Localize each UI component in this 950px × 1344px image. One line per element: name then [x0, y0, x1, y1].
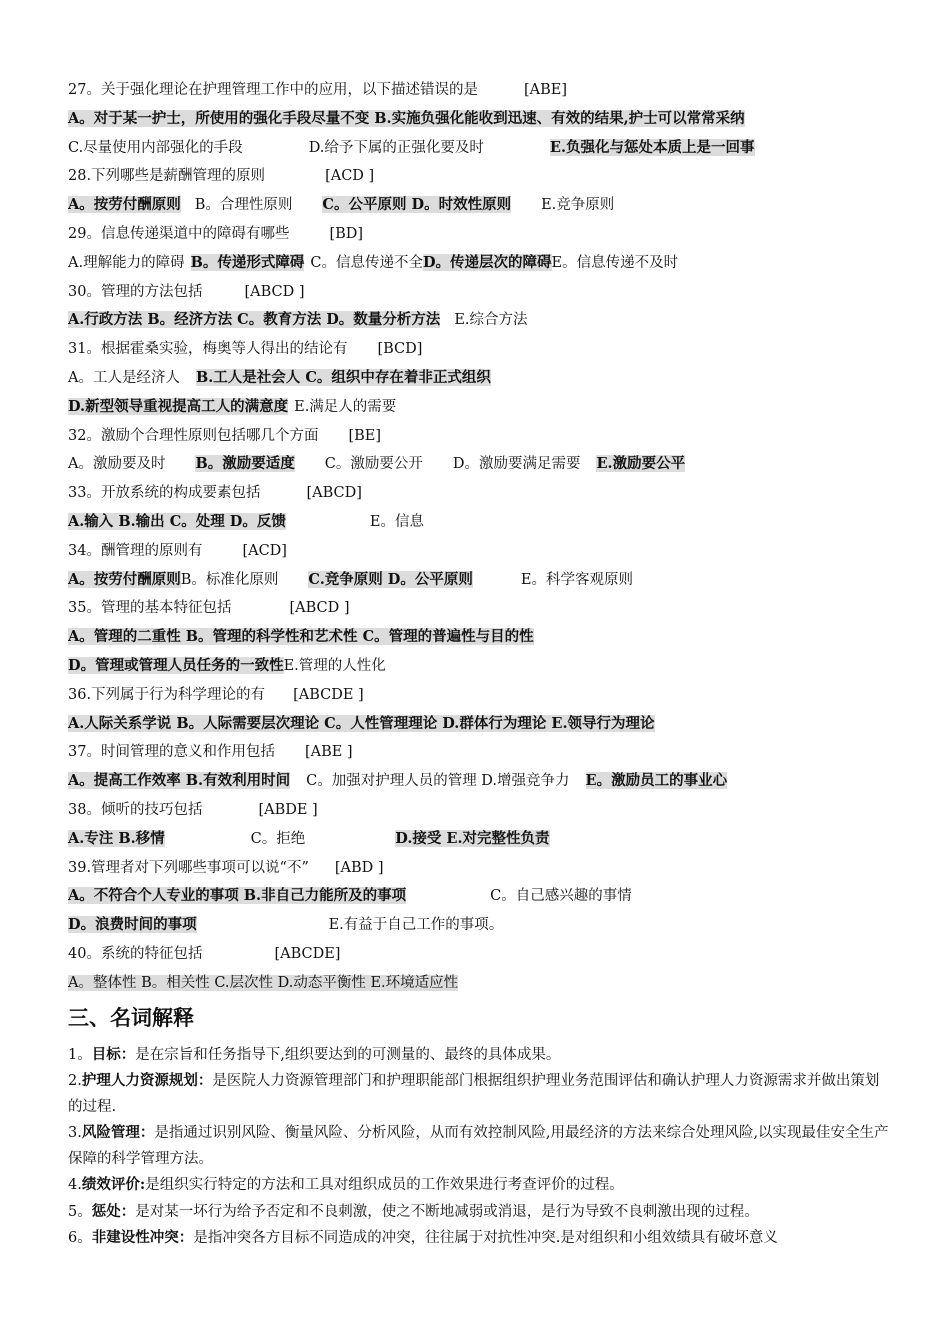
- definition-number: 2.: [68, 1073, 82, 1089]
- answer-options-31-line1: [68, 364, 898, 393]
- question-text: 30。管理的方法包括: [68, 283, 203, 300]
- correct-option: A。管理的二重性 B。管理的科学性和艺术性 C。管理的普遍性与目的性: [68, 628, 534, 646]
- answer-options-27-line2: [68, 134, 898, 163]
- answer-key: [ABCDE ]: [293, 686, 364, 703]
- answer-key: [BCD]: [377, 341, 423, 358]
- option-c: C。拒绝: [250, 830, 306, 847]
- question-32: [68, 422, 898, 451]
- correct-option: B。激励要适度: [195, 455, 295, 473]
- question-text: 29。信息传递渠道中的障碍有哪些: [68, 225, 290, 242]
- definition-term: 非建设性冲突：: [91, 1229, 194, 1246]
- question-31: [68, 335, 898, 364]
- correct-option: D.新型领导重视提高工人的满意度: [68, 397, 289, 415]
- definition-text: 是医院人力资源管理部门和护理职能部门根据组织护理业务范围评估和确认护理人力资源需求并做出策划的过程.: [68, 1073, 880, 1115]
- correct-option: D。管理或管理人员任务的一致性: [68, 656, 284, 674]
- question-33: [68, 479, 898, 508]
- answer-options-31-line2: [68, 393, 898, 422]
- question-38: [68, 796, 898, 825]
- definition-number: 3.: [68, 1125, 82, 1141]
- correct-option: D.接受 E.对完整性负责: [395, 829, 550, 847]
- answer-options-33: [68, 508, 898, 537]
- option-cd: C。加强对护理人员的管理 D.增强竞争力: [306, 773, 570, 790]
- answer-options-36: [68, 710, 898, 739]
- question-text: 31。根据霍桑实验，梅奥等人得出的结论有: [68, 341, 348, 358]
- definition-term: 惩处：: [91, 1202, 136, 1220]
- answer-options-29: [68, 249, 898, 278]
- answer-options-39-line2: [68, 911, 898, 940]
- definition-3: [68, 1120, 893, 1172]
- question-text: 27。关于强化理论在护理管理工作中的应用，以下描述错误的是: [68, 82, 478, 98]
- definition-number: 4.: [68, 1177, 82, 1193]
- definition-term: 风险管理：: [81, 1124, 155, 1141]
- definition-text: 是在宗旨和任务指导下,组织要达到的可测量的、最终的具体成果。: [135, 1046, 561, 1063]
- answer-options-37: [68, 767, 898, 796]
- question-40: [68, 940, 898, 969]
- correct-option: A。按劳付酬原则: [68, 196, 181, 214]
- option-a: A。工人是经济人: [68, 369, 180, 386]
- question-text: 36.下列属于行为科学理论的有: [68, 686, 266, 703]
- question-text: 28.下列哪些是薪酬管理的原则: [68, 168, 266, 185]
- correct-option: A。提高工作效率 B.有效利用时间: [68, 772, 291, 790]
- answer-key: [ABCDE]: [274, 945, 341, 962]
- answer-options-39-line1: [68, 882, 898, 911]
- definition-number: 6。: [68, 1230, 92, 1246]
- option-d: D.给予下属的正强化要及时: [308, 139, 484, 156]
- answer-key: [ABCD ]: [289, 600, 350, 617]
- answer-options-27-line1: [68, 105, 898, 134]
- option-e: E。科学客观原则: [520, 571, 633, 588]
- definition-term: 目标：: [91, 1045, 136, 1063]
- correct-option: A。不符合个人专业的事项 B.非自己力能所及的事项: [68, 887, 407, 905]
- answer-options-40: [68, 969, 898, 998]
- question-39: [68, 854, 898, 883]
- definition-number: 5。: [68, 1203, 92, 1220]
- option-e: E.管理的人性化: [283, 657, 386, 674]
- answer-key: [ABD ]: [334, 859, 384, 876]
- option-b: B。标准化原则: [180, 571, 279, 588]
- correct-option: D。浪费时间的事项: [68, 916, 197, 934]
- definition-text: 是指通过识别风险、衡量风险、分析风险，从而有效控制风险,用最经济的方法来综合处理风险,以实现最佳安全生产保障的科学管理方法。: [68, 1125, 889, 1167]
- question-text: 38。倾听的技巧包括: [68, 801, 203, 818]
- option-d: D。激励要满足需要: [452, 456, 581, 473]
- question-30: [68, 278, 898, 307]
- option-e: E。信息传递不及时: [551, 254, 679, 271]
- question-text: 37。时间管理的意义和作用包括: [68, 744, 275, 761]
- correct-option: C.竞争原则 D。公平原则: [308, 570, 473, 588]
- option-c: C.尽量使用内部强化的手段: [68, 139, 243, 156]
- definition-5: [68, 1199, 893, 1226]
- section-heading: 三、名词解释: [68, 1005, 194, 1030]
- correct-option: A。按劳付酬原则: [68, 570, 181, 588]
- definition-number: 1。: [68, 1046, 92, 1063]
- definition-term: 绩效评价:: [81, 1176, 146, 1193]
- definition-6: [68, 1225, 893, 1252]
- definition-1: [68, 1042, 893, 1069]
- answer-options-35-line2: [68, 652, 898, 681]
- correct-option: A.输入 B.输出 C。处理 D。反馈: [68, 512, 286, 530]
- definition-2: [68, 1068, 893, 1120]
- question-27: [68, 76, 898, 105]
- definition-text: 是组织实行特定的方法和工具对组织成员的工作效果进行考查评价的过程。: [145, 1177, 624, 1193]
- option-a: A。激励要及时: [68, 456, 166, 473]
- option-e: E。信息: [369, 513, 424, 530]
- question-37: [68, 738, 898, 767]
- option-e: E.综合方法: [454, 312, 528, 329]
- question-29: [68, 220, 898, 249]
- question-text: 32。激励个合理性原则包括哪几个方面: [68, 427, 319, 444]
- answer-key: [ABCD]: [306, 485, 362, 502]
- definition-text: 是对某一坏行为给予否定和不良刺激，使之不断地减弱或消退，是行为导致不良刺激出现的过程。: [135, 1203, 759, 1220]
- correct-option: E.激励要公平: [596, 455, 686, 473]
- question-text: 34。酬管理的原则有: [68, 542, 203, 559]
- question-text: 35。管理的基本特征包括: [68, 600, 232, 617]
- answer-options-30: [68, 306, 898, 335]
- correct-option: A.专注 B.移情: [68, 829, 165, 847]
- answer-key: [ACD]: [242, 542, 287, 559]
- option-c: C。激励要公开: [324, 456, 423, 473]
- answer-options-38: [68, 825, 898, 854]
- correct-option: A。对于某一护士，所使用的强化手段尽量不变 B.实施负强化能收到迅速、有效的结果,护士可以常常采纳: [68, 109, 745, 127]
- correct-option: C。公平原则 D。时效性原则: [322, 196, 512, 214]
- answer-key: [ACD ]: [325, 168, 375, 185]
- answer-key: [ABDE ]: [258, 801, 318, 818]
- correct-option: A.行政方法 B。经济方法 C。教育方法 D。数量分析方法: [68, 311, 441, 329]
- question-35: [68, 594, 898, 623]
- question-text: 40。系统的特征包括: [68, 945, 203, 962]
- answer-options-28: [68, 191, 898, 220]
- correct-option: B.工人是社会人 C。组织中存在着非正式组织: [195, 368, 491, 386]
- answer-key: [ABCD ]: [244, 283, 305, 300]
- document-page: [68, 76, 898, 1252]
- option-a: A.理解能力的障碍: [68, 254, 185, 271]
- question-28: [68, 162, 898, 191]
- answer-options-32: [68, 450, 898, 479]
- definition-4: [68, 1172, 893, 1199]
- question-text: 33。开放系统的构成要素包括: [68, 485, 261, 502]
- answer-key: [BD]: [329, 225, 364, 242]
- correct-option: A.人际关系学说 B。人际需要层次理论 C。人性管理理论 D.群体行为理论 E.领导行为理论: [68, 714, 655, 732]
- question-text: 39.管理者对下列哪些事项可以说“不”: [68, 859, 309, 876]
- question-36: [68, 681, 898, 710]
- option-c: C。自己感兴趣的事情: [490, 888, 632, 905]
- option-c: C。信息传递不全: [310, 254, 423, 271]
- correct-option: D。传递层次的障碍: [422, 253, 552, 271]
- option-e: E.竞争原则: [541, 197, 615, 214]
- answer-options-34: [68, 566, 898, 595]
- correct-option: E.负强化与惩处本质上是一回事: [549, 138, 755, 156]
- correct-option: E。激励员工的事业心: [585, 772, 728, 790]
- answer-key: [ABE ]: [304, 744, 353, 761]
- definition-text: 是指冲突各方目标不同造成的冲突，往往属于对抗性冲突.是对组织和小组效绩具有破坏意义: [193, 1230, 778, 1246]
- option-e: E.满足人的需要: [294, 398, 397, 415]
- answer-key: [BE]: [348, 427, 382, 444]
- question-34: [68, 537, 898, 566]
- correct-option: B。传递形式障碍: [190, 253, 305, 271]
- answer-options-35-line1: [68, 623, 898, 652]
- option-b: B。合理性原则: [194, 197, 293, 214]
- definition-term: 护理人力资源规划：: [81, 1072, 213, 1089]
- correct-option: A。整体性 B。相关性 C.层次性 D.动态平衡性 E.环境适应性: [68, 974, 459, 991]
- answer-key: [ABE]: [523, 82, 567, 98]
- option-e: E.有益于自己工作的事项。: [328, 917, 504, 934]
